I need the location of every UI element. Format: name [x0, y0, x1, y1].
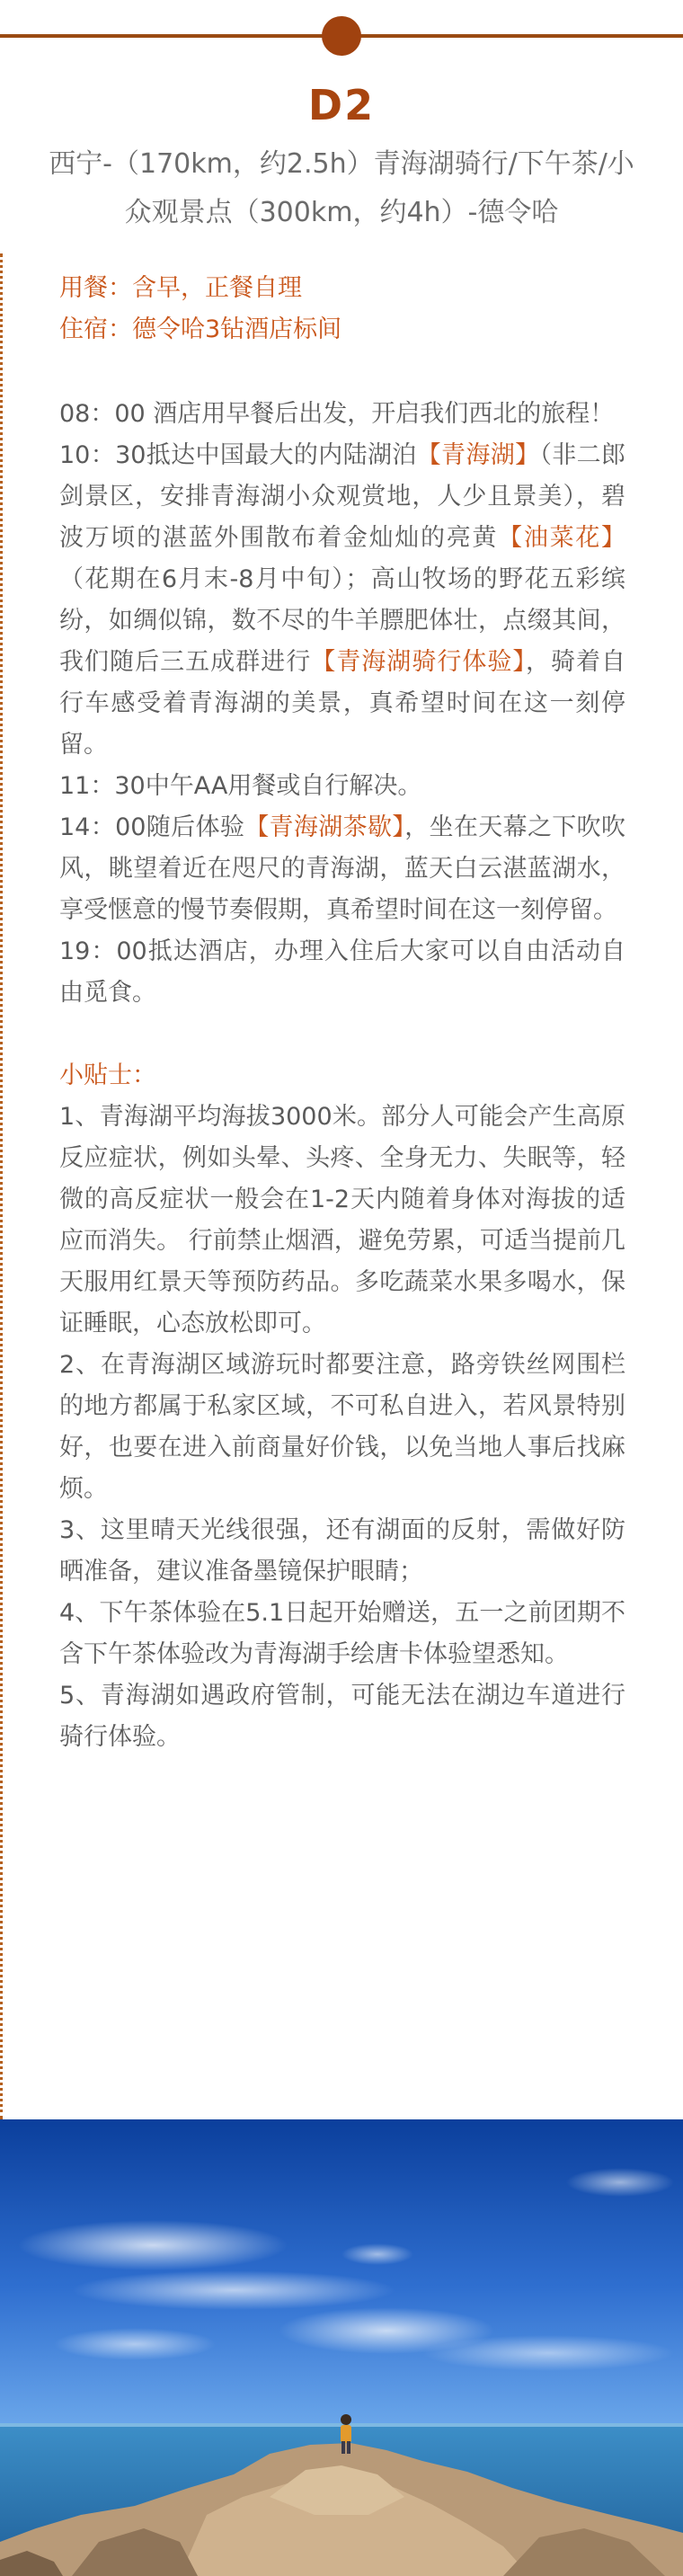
itinerary-1130: 11：30中午AA用餐或自行解决。: [59, 772, 422, 800]
highlight-tea-break: 【青海湖茶歇】: [244, 813, 405, 841]
tip-5: 5、青海湖如遇政府管制，可能无法在湖边车道进行骑行体验。: [59, 1682, 625, 1751]
timeline-dotted-line: [0, 253, 3, 2119]
itinerary-text: ，骑着自行车感受着青海湖的美景，真希望时间在这一刻停留。: [59, 648, 626, 759]
itinerary-1400: [59, 807, 625, 931]
itinerary-text: （非二郎剑景区，安排青海湖小众观赏地，人少且景美），碧波万顷的湛蓝外围散布着金灿灿的亮黄: [59, 441, 626, 552]
timeline-dot: [322, 16, 361, 56]
qinghai-lake-photo: [0, 2119, 683, 2576]
tip-4: 4、下午茶体验在5.1日起开始赠送，五一之前团期不含下午茶体验改为青海湖手绘唐卡体验望悉知。: [59, 1599, 625, 1668]
itinerary-1030: [59, 435, 625, 766]
day-title: D2: [307, 81, 376, 129]
hotel-info: 住宿：德令哈3钻酒店标间: [59, 315, 342, 343]
day-content: [59, 268, 625, 1758]
tip-3: 3、这里晴天光线很强，还有湖面的反射，需做好防晒准备，建议准备墨镜保护眼睛；: [59, 1516, 625, 1586]
itinerary-0800: 08：00 酒店用早餐后出发，开启我们西北的旅程！: [59, 400, 615, 428]
tip-2: 2、在青海湖区域游玩时都要注意，路旁铁丝网围栏的地方都属于私家区域，不可私自进入，若风景特别好，也要在进入前商量好价钱，以免当地人事后找麻烦。: [59, 1351, 625, 1503]
itinerary-text: （花期在6月末-8月中旬）；高山牧场的野花五彩缤纷，如绸似锦，数不尽的牛羊膘肥体壮，点缀其间，我们随后三五成群进行: [59, 565, 625, 676]
itinerary-text: 14：00随后体验: [59, 813, 245, 841]
meal-info: 用餐：含早，正餐自理: [59, 274, 302, 302]
tip-1: 1、青海湖平均海拔3000米。部分人可能会产生高原反应症状，例如头晕、头疼、全身无力、失眠等，轻微的高反症状一般会在1-2天内随着身体对海拔的适应而消失。 行前禁止烟酒，避免劳累，可适当提前几天服用红景天等预防药品。多吃蔬菜水果多喝水，保证睡眠，心态放松即可。: [59, 1103, 625, 1337]
highlight-cycling: 【青海湖骑行体验】: [311, 648, 526, 676]
itinerary-1900: 19：00抵达酒店，办理入住后大家可以自由活动自由觅食。: [59, 937, 625, 1007]
route-subtitle: 西宁-（170km，约2.5h）青海湖骑行/下午茶/小众观景点（300km，约4h）-德令哈: [49, 148, 634, 228]
itinerary-text: ，坐在天幕之下吹吹风，眺望着近在咫尺的青海湖，蓝天白云湛蓝湖水，享受惬意的慢节奏假期，真希望时间在这一刻停留。: [59, 813, 626, 924]
tips-title: 小贴士：: [59, 1061, 156, 1089]
highlight-qinghai-lake: 【青海湖】: [416, 441, 540, 469]
itinerary-text: 10：30抵达中国最大的内陆湖泊: [59, 441, 417, 469]
highlight-rapeseed-flowers: 【油菜花】: [498, 524, 626, 552]
